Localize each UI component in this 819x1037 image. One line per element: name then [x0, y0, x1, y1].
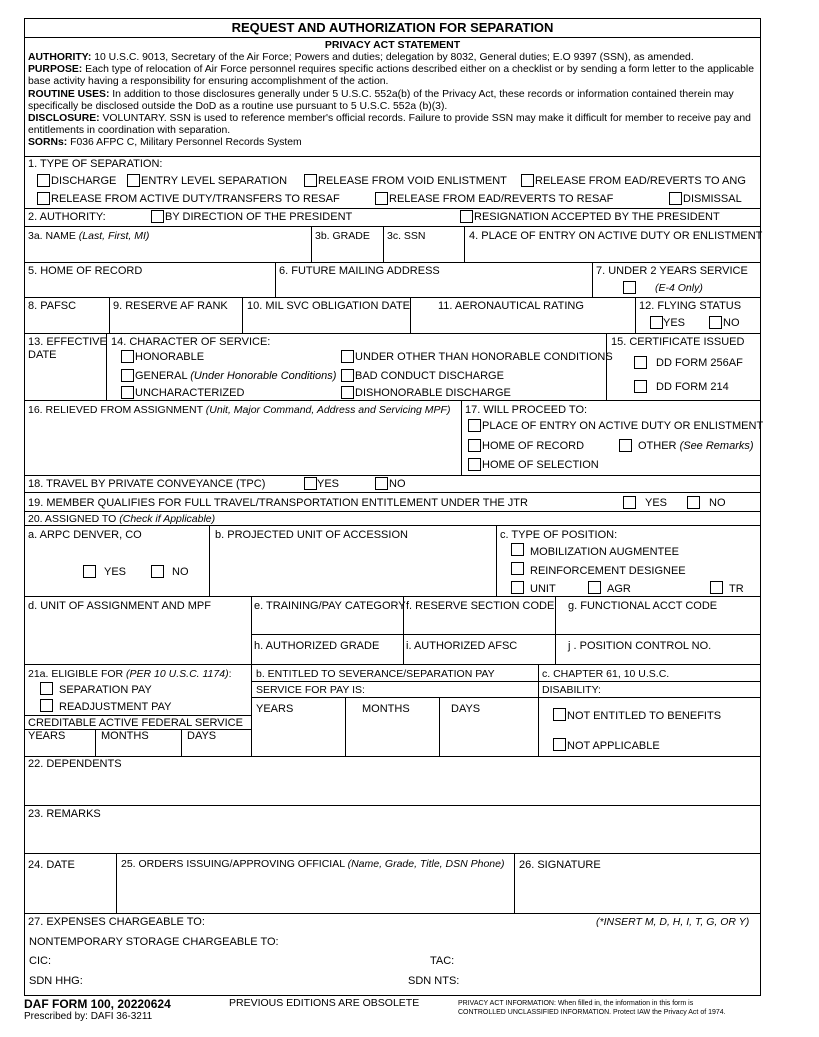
credit-months-label: MONTHS [101, 730, 149, 742]
proceed-hor-checkbox[interactable] [468, 439, 481, 452]
expenses-label: 27. EXPENSES CHARGEABLE TO: [28, 916, 205, 928]
tpc-label: 18. TRAVEL BY PRIVATE CONVEYANCE (TPC) [28, 478, 266, 490]
proceed-other-checkbox[interactable] [619, 439, 632, 452]
under-2-years-checkbox[interactable] [623, 281, 636, 294]
separation-pay-checkbox[interactable] [40, 682, 53, 695]
not-applicable-checkbox[interactable] [553, 738, 566, 751]
tpc-yes-checkbox[interactable] [304, 477, 317, 490]
uotc-checkbox[interactable] [341, 350, 354, 363]
discharge-label: DISCHARGE [51, 175, 117, 187]
grade-field-label: 3b. GRADE [315, 230, 370, 242]
dismissal-checkbox[interactable] [669, 192, 682, 205]
flying-yes-checkbox[interactable] [650, 316, 663, 329]
tac-label: TAC: [430, 955, 455, 967]
arpc-yes-label: YES [104, 566, 127, 578]
under-2-years-label: 7. UNDER 2 YEARS SERVICE [596, 265, 748, 277]
arpc-yes-checkbox[interactable] [83, 565, 96, 578]
privacy-info-2: CONTROLLED UNCLASSIFIED INFORMATION. Protect IAW the Privacy Act of 1974. [458, 1009, 726, 1016]
general-label: GENERAL (Under Honorable Conditions) [135, 370, 337, 382]
credit-days-label: DAYS [187, 730, 217, 742]
service-for-pay-label: SERVICE FOR PAY IS: [256, 684, 365, 696]
readjustment-pay-label: READJUSTMENT PAY [59, 701, 172, 713]
proceed-hos-label: HOME OF SELECTION [482, 459, 599, 471]
position-control-label: j . POSITION CONTROL NO. [568, 640, 712, 652]
effective-date-label: 13. EFFECTIVE [28, 336, 107, 348]
ead-resaf-label: RELEASE FROM EAD/REVERTS TO RESAF [389, 193, 614, 205]
reinforcement-label: REINFORCEMENT DESIGNEE [530, 565, 686, 577]
place-of-entry-label: 4. PLACE OF ENTRY ON ACTIVE DUTY OR ENLISTMENT [469, 230, 763, 242]
separation-type-label: 1. TYPE OF SEPARATION: [28, 158, 163, 170]
relieved-from-label: 16. RELIEVED FROM ASSIGNMENT (Unit, Major Command, Address and Servicing MPF) [28, 404, 451, 416]
president-checkbox[interactable] [151, 210, 164, 223]
position-type-label: c. TYPE OF POSITION: [500, 529, 618, 541]
proceed-hor-label: HOME OF RECORD [482, 440, 585, 452]
nts-label: NONTEMPORARY STORAGE CHARGEABLE TO: [29, 936, 279, 948]
proceed-hos-checkbox[interactable] [468, 458, 481, 471]
future-mailing-label: 6. FUTURE MAILING ADDRESS [279, 265, 440, 277]
dismissal-label: DISMISSAL [683, 193, 742, 205]
bcd-label: BAD CONDUCT DISCHARGE [355, 370, 504, 382]
mob-augmentee-label: MOBILIZATION AUGMENTEE [530, 546, 679, 558]
ssn-field-label: 3c. SSN [387, 230, 426, 242]
dd256af-checkbox[interactable] [634, 356, 647, 369]
assigned-to-label: 20. ASSIGNED TO (Check if Applicable) [28, 513, 216, 525]
form-number: DAF FORM 100, 20220624 [24, 997, 171, 1011]
msod-label: 10. MIL SVC OBLIGATION DATE [247, 300, 411, 312]
tr-checkbox[interactable] [710, 581, 723, 594]
signature-label: 26. SIGNATURE [519, 859, 601, 871]
training-pay-label: e. TRAINING/PAY CATEGORY [254, 600, 406, 612]
remarks-label: 23. REMARKS [28, 808, 101, 820]
dishonorable-checkbox[interactable] [341, 386, 354, 399]
date-field-label: 24. DATE [28, 859, 75, 871]
flying-status-label: 12. FLYING STATUS [639, 300, 742, 312]
creditable-service-label: CREDITABLE ACTIVE FEDERAL SERVICE [28, 717, 243, 729]
certificate-issued-label: 15. CERTIFICATE ISSUED [611, 336, 745, 348]
agr-label: AGR [607, 583, 631, 595]
name-field-label: 3a. NAME (Last, First, MI) [28, 230, 150, 242]
severance-pay-label: b. ENTITLED TO SEVERANCE/SEPARATION PAY [256, 668, 495, 680]
chapter-61-label: c. CHAPTER 61, 10 U.S.C. [542, 668, 670, 680]
credit-years-label: YEARS [28, 730, 66, 742]
privacy-info-1: PRIVACY ACT INFORMATION: When filled in, the information in this form is [458, 1000, 694, 1007]
jtr-no-checkbox[interactable] [687, 496, 700, 509]
uncharacterized-label: UNCHARACTERIZED [135, 387, 245, 399]
proceed-poe-checkbox[interactable] [468, 419, 481, 432]
cic-label: CIC: [29, 955, 51, 967]
effective-date-label-2: DATE [28, 349, 57, 361]
flying-no-checkbox[interactable] [709, 316, 722, 329]
pay-months-label: MONTHS [362, 703, 410, 715]
discharge-checkbox[interactable] [37, 174, 50, 187]
flying-yes-label: YES [663, 317, 686, 329]
tpc-no-checkbox[interactable] [375, 477, 388, 490]
will-proceed-label: 17. WILL PROCEED TO: [465, 404, 588, 416]
reserve-rank-label: 9. RESERVE AF RANK [113, 300, 228, 312]
bcd-checkbox[interactable] [341, 369, 354, 382]
jtr-yes-label: YES [645, 497, 668, 509]
privacy-statement: AUTHORITY: 10 U.S.C. 9013, Secretary of the Air Force; Powers and duties; delegation by 8032, General duties; E.O 9397 (SSN), as amended. PURPOSE: Each type of relocation of Air Force personnel requires specific actions described either on a checklist or by sending a form letter to the applicable base activity having a responsibility for ensuring accomplishment of the action. ROUTINE USES: In addition to those disclosures generally under 5 U.S.C. 552a(b) of the Privacy Act, these records or information contained therein may specifically be disclosed outside the DoD as a routine use pursuant to 5 U.S.C. 552a (b)(3). DISCLOSURE: VOLUNTARY. SSN is used to reference member's official records. Failure to provide SSN may make it difficult for member to receive pay and entitlements in coordination with separation. SORNs: F036 AFPC C, Military Personnel Records System [28, 52, 754, 149]
void-enlistment-checkbox[interactable] [304, 174, 317, 187]
resignation-label: RESIGNATION ACCEPTED BY THE PRESIDENT [474, 211, 720, 223]
jtr-yes-checkbox[interactable] [623, 496, 636, 509]
jtr-no-label: NO [709, 497, 726, 509]
entry-level-checkbox[interactable] [127, 174, 140, 187]
not-entitled-label: NOT ENTITLED TO BENEFITS [567, 710, 722, 722]
agr-checkbox[interactable] [588, 581, 601, 594]
eligible-for-label: 21a. ELIGIBLE FOR (PER 10 U.S.C. 1174): [28, 668, 232, 680]
readjustment-pay-checkbox[interactable] [40, 699, 53, 712]
arpc-no-checkbox[interactable] [151, 565, 164, 578]
uncharacterized-checkbox[interactable] [121, 386, 134, 399]
reserve-section-label: f. RESERVE SECTION CODE [406, 600, 555, 612]
tr-label: TR [729, 583, 744, 595]
uotc-label: UNDER OTHER THAN HONORABLE CONDITIONS [355, 351, 613, 363]
dependents-label: 22. DEPENDENTS [28, 758, 122, 770]
dishonorable-label: DISHONORABLE DISCHARGE [355, 387, 511, 399]
ead-resaf-checkbox[interactable] [375, 192, 388, 205]
authorized-grade-label: h. AUTHORIZED GRADE [254, 640, 380, 652]
authorized-afsc-label: i. AUTHORIZED AFSC [406, 640, 518, 652]
honorable-label: HONORABLE [135, 351, 205, 363]
arpc-denver-label: a. ARPC DENVER, CO [28, 529, 142, 541]
character-of-service-label: 14. CHARACTER OF SERVICE: [111, 336, 271, 348]
separation-pay-label: SEPARATION PAY [59, 684, 152, 696]
tpc-yes-label: YES [317, 478, 340, 490]
flying-no-label: NO [723, 317, 740, 329]
unit-of-assignment-label: d. UNIT OF ASSIGNMENT AND MPF [28, 600, 211, 612]
e4-only-label: (E-4 Only) [655, 282, 703, 294]
dd256af-label: DD FORM 256AF [656, 357, 743, 369]
unit-label: UNIT [530, 583, 556, 595]
privacy-heading: PRIVACY ACT STATEMENT [324, 39, 461, 51]
prescribed-by: Prescribed by: DAFI 36-3211 [24, 1011, 153, 1022]
mob-augmentee-checkbox[interactable] [511, 543, 524, 556]
unit-checkbox[interactable] [511, 581, 524, 594]
jtr-entitlement-label: 19. MEMBER QUALIFIES FOR FULL TRAVEL/TRANSPORTATION ENTITLEMENT UNDER THE JTR [28, 497, 528, 509]
honorable-checkbox[interactable] [121, 350, 134, 363]
aeronautical-rating-label: 11. AERONAUTICAL RATING [438, 300, 584, 312]
authority-label: 2. AUTHORITY: [28, 211, 106, 223]
ead-ang-label: RELEASE FROM EAD/REVERTS TO ANG [535, 175, 746, 187]
form-title: REQUEST AND AUTHORIZATION FOR SEPARATION [231, 20, 554, 35]
projected-unit-label: b. PROJECTED UNIT OF ACCESSION [215, 529, 408, 541]
dd214-label: DD FORM 214 [656, 381, 729, 393]
pay-years-label: YEARS [256, 703, 294, 715]
active-resaf-label: RELEASE FROM ACTIVE DUTY/TRANSFERS TO RESAF [51, 193, 340, 205]
pafsc-label: 8. PAFSC [28, 300, 77, 312]
proceed-other-label: OTHER (See Remarks) [638, 440, 754, 452]
functional-acct-label: g. FUNCTIONAL ACCT CODE [568, 600, 718, 612]
president-label: BY DIRECTION OF THE PRESIDENT [165, 211, 353, 223]
tpc-no-label: NO [389, 478, 406, 490]
general-checkbox[interactable] [121, 369, 134, 382]
dd214-checkbox[interactable] [634, 380, 647, 393]
home-of-record-label: 5. HOME OF RECORD [28, 265, 143, 277]
sdn-nts-label: SDN NTS: [408, 975, 460, 987]
not-entitled-checkbox[interactable] [553, 708, 566, 721]
reinforcement-checkbox[interactable] [511, 562, 524, 575]
disability-label: DISABILITY: [542, 684, 601, 696]
not-applicable-label: NOT APPLICABLE [567, 740, 660, 752]
pay-days-label: DAYS [451, 703, 481, 715]
void-enlistment-label: RELEASE FROM VOID ENLISTMENT [318, 175, 507, 187]
orders-official-label: 25. ORDERS ISSUING/APPROVING OFFICIAL (Name, Grade, Title, DSN Phone) [121, 858, 505, 870]
ead-ang-checkbox[interactable] [521, 174, 534, 187]
sdn-hhg-label: SDN HHG: [29, 975, 83, 987]
proceed-poe-label: PLACE OF ENTRY ON ACTIVE DUTY OR ENLISTMENT [482, 420, 764, 432]
active-resaf-checkbox[interactable] [37, 192, 50, 205]
insert-note: (*INSERT M, D, H, I, T, G, OR Y) [596, 916, 750, 928]
obsolete-note: PREVIOUS EDITIONS ARE OBSOLETE [229, 997, 420, 1009]
resignation-checkbox[interactable] [460, 210, 473, 223]
entry-level-label: ENTRY LEVEL SEPARATION [141, 175, 288, 187]
arpc-no-label: NO [172, 566, 189, 578]
